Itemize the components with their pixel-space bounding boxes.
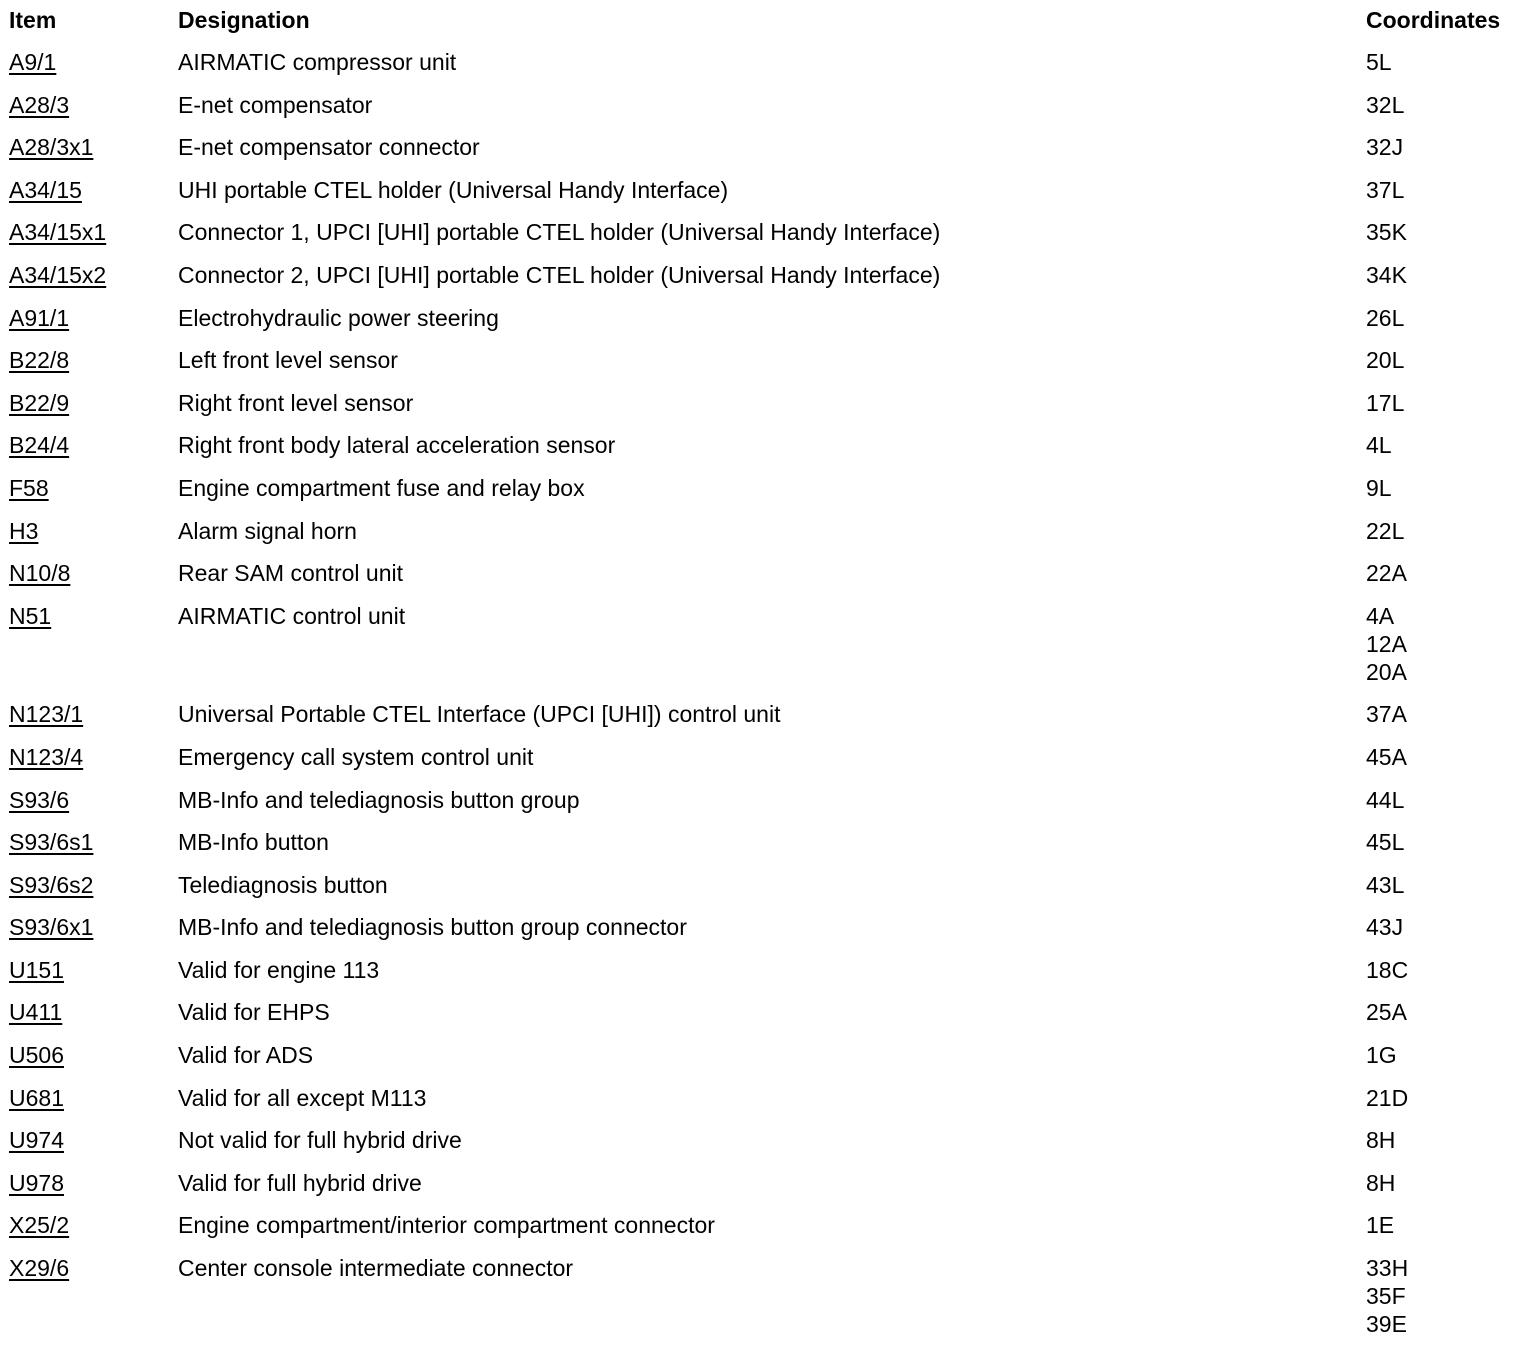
item-cell [9, 176, 82, 204]
coordinate-value: 21D [1366, 1084, 1409, 1111]
table-row [0, 48, 1536, 91]
item-link[interactable]: U681 [9, 1084, 64, 1111]
designation-cell: Valid for engine 113 [178, 956, 380, 983]
item-cell [9, 1041, 64, 1069]
coordinate-value: 34K [1366, 261, 1407, 288]
coordinate-value: 8H [1366, 1127, 1396, 1154]
coordinates-cell [1366, 133, 1403, 161]
item-cell [9, 48, 56, 76]
coordinates-cell [1366, 956, 1408, 984]
item-cell [9, 517, 38, 545]
table-row [0, 559, 1536, 602]
coordinate-value: 32J [1366, 134, 1404, 161]
coordinate-value: 43J [1366, 914, 1404, 941]
coordinate-value: 25A [1366, 999, 1407, 1026]
coordinates-cell [1366, 176, 1404, 204]
coordinate-value: 26L [1366, 304, 1405, 331]
coordinates-cell [1366, 346, 1404, 374]
table-row [0, 261, 1536, 304]
coordinate-value: 35F [1366, 1283, 1406, 1310]
item-link[interactable]: X25/2 [9, 1212, 70, 1239]
item-link[interactable]: X29/6 [9, 1255, 70, 1282]
designation-cell: UHI portable CTEL holder (Universal Handy Interface) [178, 176, 729, 203]
item-link[interactable]: A34/15x1 [9, 219, 107, 246]
designation-cell: AIRMATIC control unit [178, 602, 406, 629]
coordinate-value: 44L [1366, 786, 1405, 813]
coordinates-cell [1366, 1041, 1397, 1069]
item-cell [9, 346, 69, 374]
table-row [0, 474, 1536, 517]
coordinates-cell [1366, 218, 1407, 246]
item-link[interactable]: A28/3x1 [9, 134, 94, 161]
coordinate-value: 12A [1366, 630, 1407, 657]
table-body [0, 48, 1536, 1353]
designation-cell: Right front body lateral acceleration sensor [178, 432, 616, 459]
table-row [0, 1254, 1536, 1353]
designation-cell: Electrohydraulic power steering [178, 304, 499, 331]
item-cell [9, 871, 93, 899]
designation-cell: Universal Portable CTEL Interface (UPCI [UHI]) control unit [178, 701, 781, 728]
designation-cell: Engine compartment/interior compartment connector [178, 1212, 715, 1239]
table-row [0, 133, 1536, 176]
table-row [0, 1041, 1536, 1084]
item-cell [9, 1126, 64, 1154]
table-row [0, 389, 1536, 432]
item-cell [9, 743, 83, 771]
designation-cell: Emergency call system control unit [178, 743, 534, 770]
coordinates-cell [1366, 1126, 1395, 1154]
coordinate-value: 20L [1366, 347, 1405, 374]
item-cell [9, 828, 93, 856]
coordinates-cell [1366, 700, 1407, 728]
coordinate-value: 1G [1366, 1042, 1397, 1069]
coordinate-value: 32L [1366, 91, 1405, 118]
coordinate-value: 1E [1366, 1212, 1395, 1239]
item-cell [9, 786, 69, 814]
designation-cell: Center console intermediate connector [178, 1255, 574, 1282]
coordinates-cell [1366, 48, 1392, 76]
designation-cell: Alarm signal horn [178, 517, 357, 544]
item-cell [9, 913, 93, 941]
coordinates-cell [1366, 304, 1404, 332]
coordinates-cell [1366, 998, 1407, 1026]
coordinate-value: 37A [1366, 701, 1407, 728]
item-link[interactable]: N10/8 [9, 560, 71, 587]
designation-cell: Left front level sensor [178, 347, 398, 374]
coordinate-value: 37L [1366, 176, 1405, 203]
item-cell [9, 1084, 64, 1112]
item-link[interactable]: N123/1 [9, 701, 84, 728]
designation-cell: MB-Info and telediagnosis button group [178, 786, 580, 813]
item-link[interactable]: A28/3 [9, 91, 70, 118]
coordinates-cell [1366, 786, 1404, 814]
item-cell [9, 474, 49, 502]
item-cell [9, 431, 69, 459]
table-row [0, 700, 1536, 743]
coordinates-cell [1366, 828, 1404, 856]
designation-cell: E-net compensator [178, 91, 373, 118]
coordinate-value: 33H [1366, 1255, 1409, 1282]
coordinate-value: 39E [1366, 1311, 1407, 1338]
item-cell [9, 133, 93, 161]
table-row [0, 602, 1536, 701]
designation-cell: MB-Info and telediagnosis button group connector [178, 914, 687, 941]
item-link[interactable]: U978 [9, 1169, 64, 1196]
coordinate-value: 20A [1366, 658, 1407, 685]
table-row [0, 431, 1536, 474]
designation-cell: Engine compartment fuse and relay box [178, 474, 585, 501]
table-row [0, 346, 1536, 389]
item-link[interactable]: N51 [9, 602, 52, 629]
coordinate-value: 45L [1366, 829, 1405, 856]
designation-cell: Connector 1, UPCI [UHI] portable CTEL holder (Universal Handy Interface) [178, 219, 941, 246]
coordinates-cell [1366, 913, 1403, 941]
designation-cell: E-net compensator connector [178, 134, 480, 161]
table-row [0, 218, 1536, 261]
designation-cell: Connector 2, UPCI [UHI] portable CTEL holder (Universal Handy Interface) [178, 261, 941, 288]
item-cell [9, 304, 69, 332]
coordinates-cell [1366, 1084, 1408, 1112]
table-row [0, 91, 1536, 134]
designation-cell: Not valid for full hybrid drive [178, 1127, 462, 1154]
coordinates-cell [1366, 871, 1404, 899]
table-row [0, 828, 1536, 871]
item-link[interactable]: U974 [9, 1127, 64, 1154]
item-link[interactable]: A34/15 [9, 176, 82, 203]
item-cell [9, 261, 106, 289]
coordinates-cell [1366, 1254, 1408, 1338]
coordinates-cell [1366, 389, 1404, 417]
table-row [0, 304, 1536, 347]
table-row [0, 176, 1536, 219]
designation-cell: Valid for ADS [178, 1042, 314, 1069]
item-cell [9, 1169, 64, 1197]
coordinate-value: 8H [1366, 1169, 1396, 1196]
designation-cell: Rear SAM control unit [178, 560, 403, 587]
item-link[interactable]: N123/4 [9, 743, 84, 770]
coordinates-cell [1366, 474, 1392, 502]
designation-cell: Valid for full hybrid drive [178, 1169, 422, 1196]
coordinate-value: 9L [1366, 474, 1392, 501]
item-link[interactable]: A91/1 [9, 304, 70, 331]
coordinate-value: 4A [1366, 602, 1395, 629]
item-link[interactable]: U506 [9, 1042, 64, 1069]
coordinate-value: 4L [1366, 432, 1392, 459]
coordinates-cell [1366, 517, 1404, 545]
item-cell [9, 956, 64, 984]
item-link[interactable]: A34/15x2 [9, 261, 107, 288]
coordinates-cell [1366, 1211, 1394, 1239]
designation-cell: AIRMATIC compressor unit [178, 49, 457, 75]
item-link[interactable]: B22/9 [9, 389, 70, 416]
designation-cell: Right front level sensor [178, 389, 414, 416]
designation-cell: Valid for all except M113 [178, 1084, 427, 1111]
item-cell [9, 389, 69, 417]
table-row [0, 1211, 1536, 1254]
item-link[interactable]: U151 [9, 956, 64, 983]
designation-cell: Telediagnosis button [178, 871, 388, 898]
coordinates-cell [1366, 602, 1407, 686]
item-link[interactable]: S93/6s2 [9, 871, 94, 898]
coordinates-cell [1366, 261, 1407, 289]
table-row [0, 913, 1536, 956]
coordinates-cell [1366, 431, 1392, 459]
coordinate-value: 22A [1366, 560, 1407, 587]
item-link[interactable]: S93/6x1 [9, 914, 94, 941]
table-row [0, 517, 1536, 560]
header-item: Item [9, 7, 57, 33]
coordinates-cell [1366, 91, 1404, 119]
item-link[interactable]: U411 [9, 999, 63, 1026]
item-cell [9, 602, 51, 630]
coordinate-value: 18C [1366, 956, 1409, 983]
coordinates-cell [1366, 1169, 1395, 1197]
item-cell [9, 700, 83, 728]
designation-cell: MB-Info button [178, 829, 329, 856]
coordinate-value: 22L [1366, 517, 1405, 544]
coordinate-value: 5L [1366, 49, 1392, 75]
item-cell [9, 559, 70, 587]
item-link[interactable]: A9/1 [9, 49, 57, 75]
coordinate-value: 43L [1366, 871, 1405, 898]
item-cell [9, 218, 106, 246]
header-coordinates: Coordinates [1366, 7, 1501, 33]
item-link[interactable]: B22/8 [9, 347, 70, 374]
table-row [0, 743, 1536, 786]
table-row [0, 1084, 1536, 1127]
item-cell [9, 1211, 69, 1239]
item-cell [9, 1254, 69, 1282]
designation-cell: Valid for EHPS [178, 999, 330, 1026]
coordinate-value: 17L [1366, 389, 1405, 416]
table-row [0, 998, 1536, 1041]
coordinate-value: 45A [1366, 743, 1407, 770]
table-row [0, 1169, 1536, 1212]
table-row [0, 1126, 1536, 1169]
coordinates-cell [1366, 743, 1407, 771]
item-cell [9, 91, 69, 119]
item-cell [9, 998, 62, 1026]
header-designation: Designation [178, 7, 310, 33]
table-row [0, 786, 1536, 829]
item-link[interactable]: B24/4 [9, 432, 70, 459]
table-row [0, 871, 1536, 914]
item-link[interactable]: F58 [9, 474, 49, 501]
item-link[interactable]: H3 [9, 517, 39, 544]
coordinate-value: 35K [1366, 219, 1407, 246]
table-row [0, 956, 1536, 999]
item-link[interactable]: S93/6s1 [9, 829, 94, 856]
item-link[interactable]: S93/6 [9, 786, 70, 813]
coordinates-cell [1366, 559, 1407, 587]
